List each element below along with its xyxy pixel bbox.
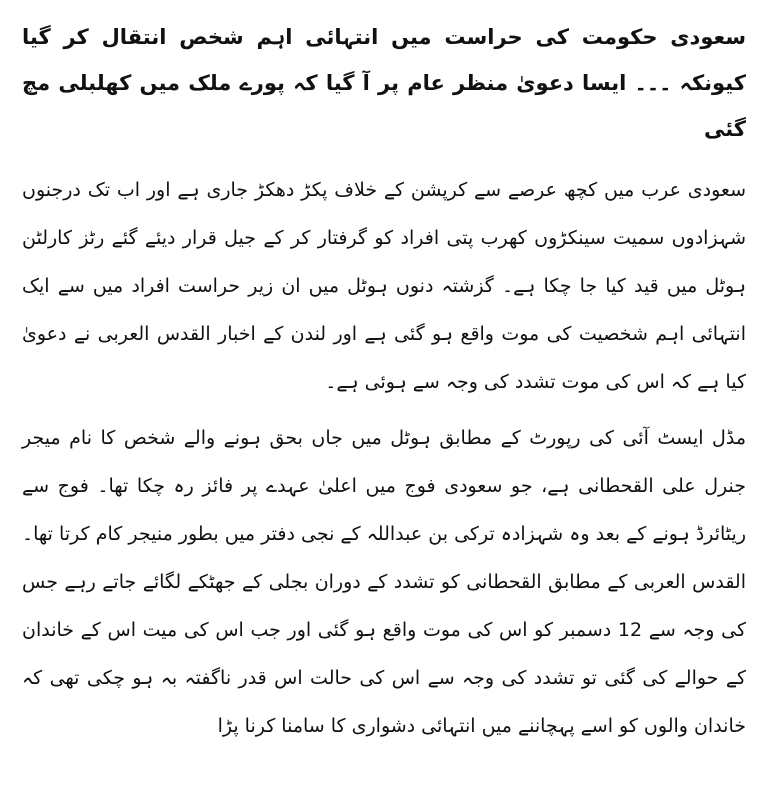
- article-paragraph-2: مڈل ایسٹ آئی کی رپورٹ کے مطابق ہوٹل میں جاں بحق ہونے والے شخص کا نام میجر جنرل علی القحطانی ہے، جو سعودی فوج میں اعلیٰ عہدے پر فائز رہ چکا تھا۔ فوج سے ریٹائرڈ ہونے کے بعد وہ شہزادہ ترکی بن عبداللہ کے نجی دفتر میں بطور منیجر کام کرتا تھا۔ القدس العربی کے مطابق القحطانی کو تشدد کے دوران بجلی کے جھٹکے لگائے جاتے رہے جس کی وجہ سے 12 دسمبر کو اس کی موت واقع ہو گئی اور جب اس کی میت اس کے خاندان کے حوالے کی گئی تو تشدد کی وجہ سے اس کی حالت اس قدر ناگفتہ بہ ہو چکی تھی کہ خاندان والوں کو اسے پہچاننے میں انتہائی دشواری کا سامنا کرنا پڑا: [22, 427, 747, 737]
- article-paragraph-1: سعودی عرب میں کچھ عرصے سے کرپشن کے خلاف پکڑ دھکڑ جاری ہے اور اب تک درجنوں شہزادوں سمیت سینکڑوں کھرب پتی افراد کو گرفتار کر کے جیل قرار دیئے گئے رٹز کارلٹن ہوٹل میں قید کیا جا چکا ہے۔ گزشتہ دنوں ہوٹل میں ان زیر حراست افراد میں سے ایک انتہائی اہم شخصیت کی موت واقع ہو گئی ہے اور لندن کے اخبار القدس العربی نے دعویٰ کیا ہے کہ اس کی موت تشدد کی وجہ سے ہوئی ہے۔: [22, 179, 746, 393]
- article-headline: سعودی حکومت کی حراست میں انتہائی اہم شخص انتقال کر گیا کیونکہ ۔۔۔ ایسا دعویٰ منظر عام پر آ گیا کہ پورے ملک میں کھلبلی مچ گئی: [22, 25, 746, 141]
